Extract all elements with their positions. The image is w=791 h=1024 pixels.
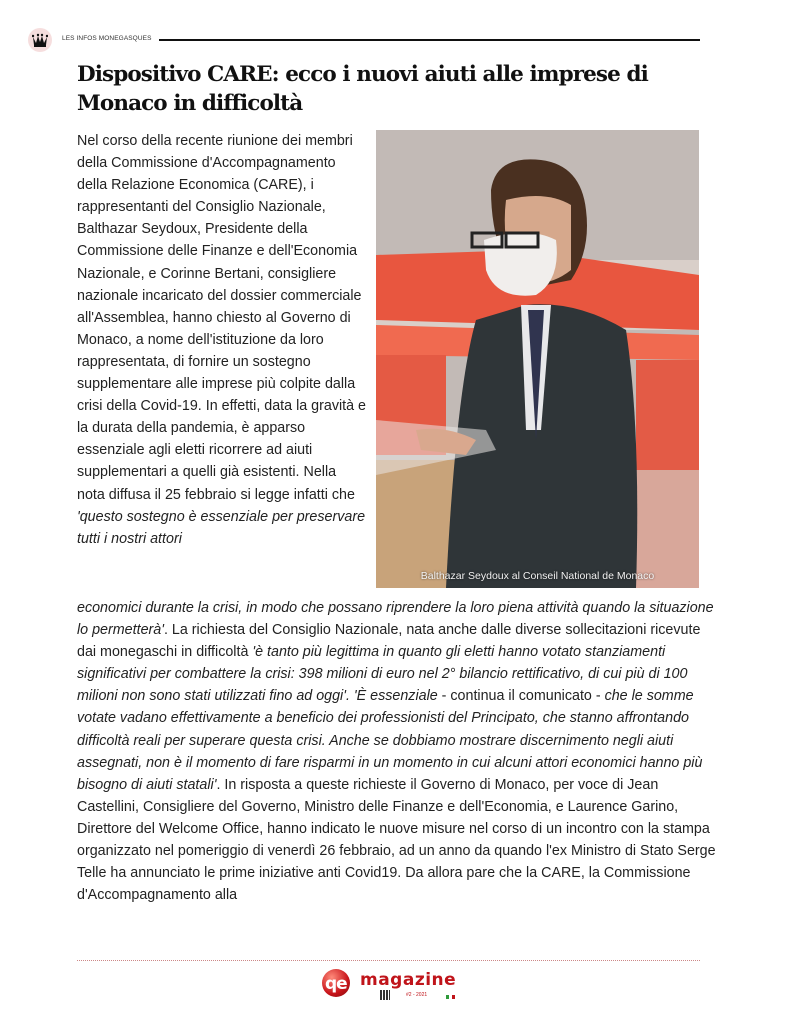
header-rule [159,39,700,41]
article-title: Dispositivo CARE: ecco i nuovi aiuti alle imprese di Monaco in difficoltà [77,62,648,116]
issue-number: #2 - 2021 [406,992,428,998]
footer-rule [77,960,700,961]
section-label: LES INFOS MONEGASQUES [62,35,152,42]
body-text-3: . In risposta a queste richieste il Governo di Monaco, per voce di Jean Castellini, Consigliere del Governo, Ministro delle Finanze e dell'Economia, e Laurence Garino, Direttore del Welcome Office, hanno indicato le nuove misure nel corso di un incontro con la stampa organizzato nel pomeriggio di venerdì 26 febbraio, ad un anno da quando l'ex Ministro di Stato Serge Telle ha annunciato le prime iniziative anti Covid19. Da allora pare che la CARE, la Commissione d'Accompagnamento alla [77,776,716,904]
article-intro [77,130,367,550]
logo-wordmark: magazine [360,970,457,990]
body-text-1: . La richiesta del Consiglio Nazionale, nata anche dalle diverse sollecitazioni ricevute dai monegaschi in difficoltà [77,622,701,661]
page-header [28,28,700,52]
body-quote-2: 'è tanto più legittima in quanto gli eletti hanno votato stanziamenti significativi per combattere la crisi: 398 milioni di euro nel 2° bilancio rettificativo, di cui più di 100 milioni non sono stati utilizzati fino ad oggi'. 'È essenziale [77,644,688,705]
italy-flag-icon [446,995,455,999]
article-body [77,597,717,906]
article-photo [376,130,699,588]
photo-image [376,130,699,588]
body-quote-1: economici durante la crisi, in modo che possano riprendere la loro piena attività quando la situazione lo permetterà' [77,600,714,639]
crown-icon [28,28,52,52]
body-text-2: - continua il comunicato - [437,688,605,705]
body-quote-3: che le somme votate vadano effettivamente a beneficio dei professionisti del Principato, che stanno affrontando difficoltà reali per superare questa crisi. Anche se dobbiamo mostrare discernimento negli aiuti assegnati, non è il momento di fare risparmi in un momento in cui alcuni attori economici hanno più bisogno di aiuti statali' [77,688,703,793]
intro-text: Nel corso della recente riunione dei membri della Commissione d'Accompagnamento della Relazione Economica (CARE), i rappresentanti del Consiglio Nazionale, Balthazar Seydoux, Presidente della Commissione delle Finanze e dell'Economia Nazionale, e Corinne Bertani, consigliere nazionale incaricato del dossier commerciale all'Assemblea, hanno chiesto al Governo di Monaco, a nome dell'istituzione da loro rappresentata, di fornire un sostegno supplementare alle imprese più colpite dalla crisi della Covid-19. In effetti, data la gravità e la durata della pandemia, è apparso essenziale agli eletti ricorrere ad aiuti supplementari a quelli già esistenti. Nella nota diffusa il 25 febbraio si legge infatti che [77,133,367,503]
photo-caption: Balthazar Seydoux al Conseil National de Monaco [420,570,655,582]
logo-qe-text: qe [325,974,347,994]
magazine-logo [320,964,470,1004]
intro-quote: 'questo sostegno è essenziale per preservare tutti i nostri attori [77,508,366,547]
qr-code-icon [380,990,390,1000]
